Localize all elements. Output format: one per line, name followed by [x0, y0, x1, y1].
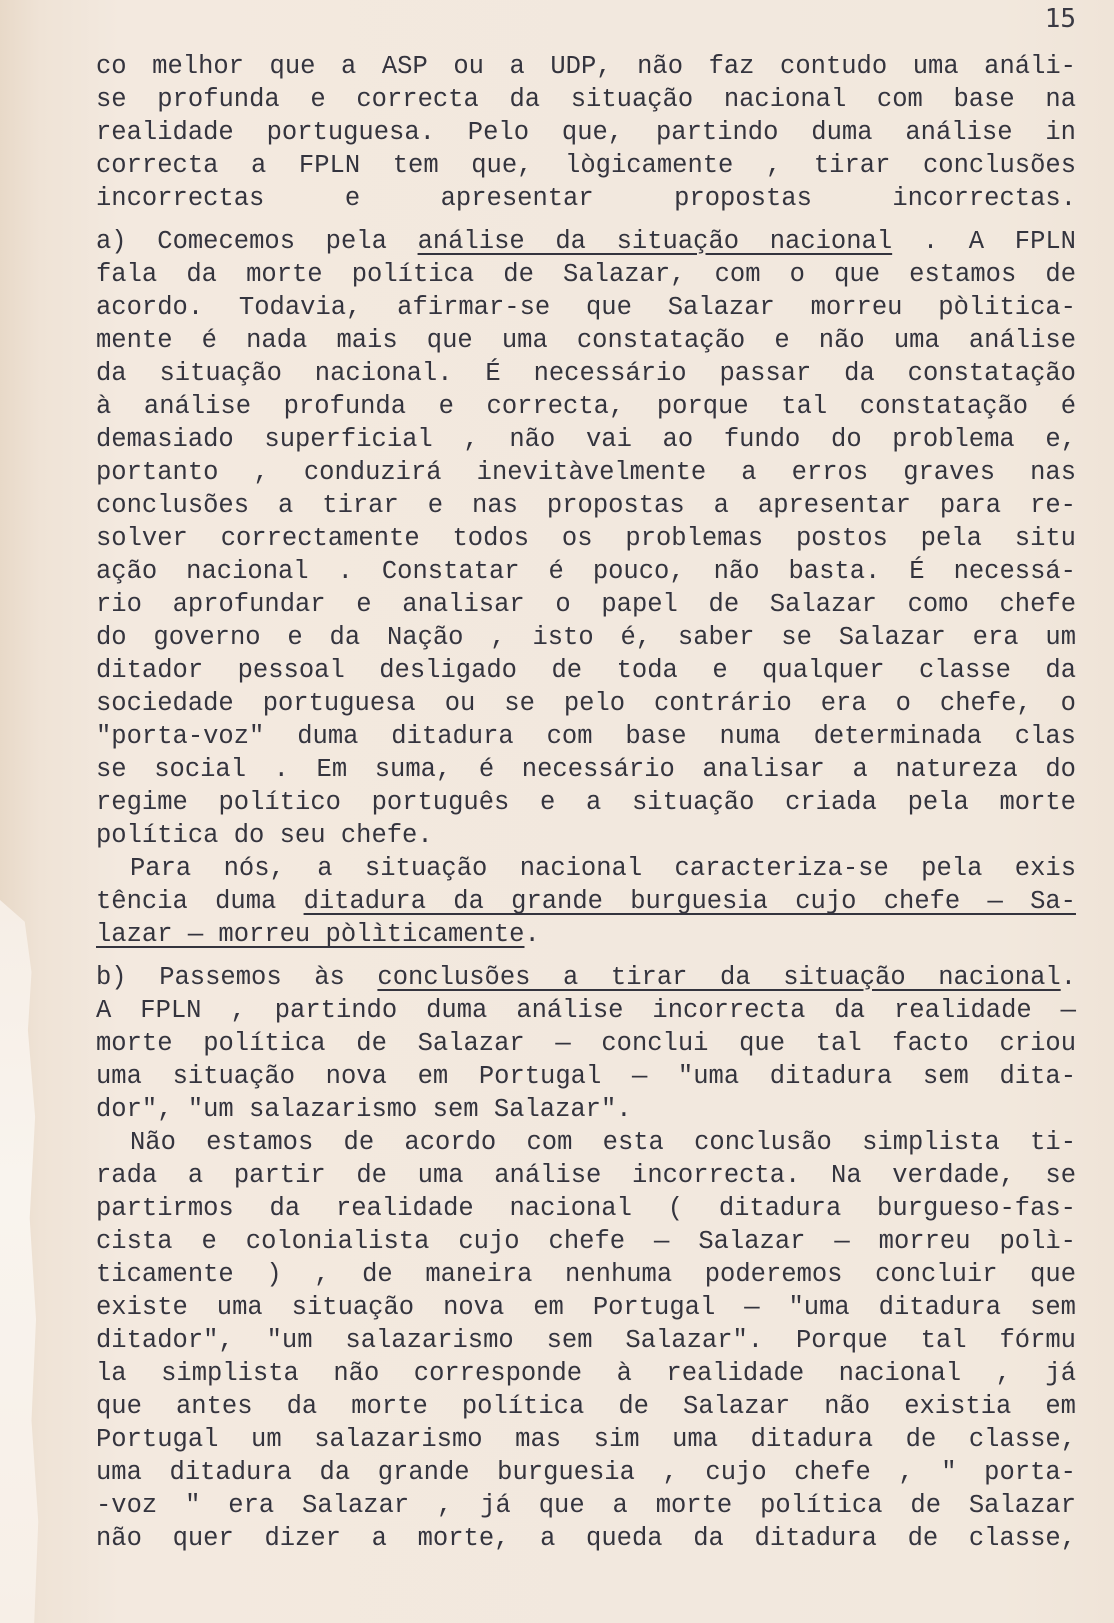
text-fragment: . — [1060, 963, 1076, 992]
text-line: Não estamos de acordo com esta conclusão simplista ti- — [130, 1128, 1076, 1157]
text-line: regime político português e a situação criada pela morte — [96, 788, 1076, 817]
text-line: Portugal um salazarismo mas sim uma ditadura de classe, — [96, 1425, 1076, 1454]
underlined-phrase: ditadura da grande burguesia cujo chefe — Sa- — [303, 887, 1076, 916]
text-line: fala da morte política de Salazar, com o que estamos de — [96, 260, 1076, 289]
text-line: existe uma situação nova em Portugal — "uma ditadura sem — [96, 1293, 1076, 1322]
text-line: morte política de Salazar — conclui que tal facto criou — [96, 1029, 1076, 1058]
page-number: 15 — [1044, 4, 1076, 34]
underlined-phrase: análise da situação nacional — [417, 227, 893, 256]
document-body — [96, 50, 1076, 1555]
text-line: da situação nacional. É necessário passar da constatação — [96, 359, 1076, 388]
text-line: incorrectas e apresentar propostas incorrectas. — [96, 184, 1076, 213]
underlined-phrase: conclusões a tirar da situação nacional — [377, 963, 1061, 992]
text-line: portanto , conduzirá inevitàvelmente a erros graves nas — [96, 458, 1076, 487]
text-line: ditador", "um salazarismo sem Salazar". Porque tal fórmu — [96, 1326, 1076, 1355]
paragraph-3-continued — [96, 885, 1076, 951]
text-line: do governo e da Nação , isto é, saber se Salazar era um — [96, 623, 1076, 652]
text-line: A FPLN , partindo duma análise incorrecta da realidade — — [96, 996, 1076, 1025]
underlined-phrase: lazar — morreu pòlìticamente — [96, 920, 525, 949]
text-line: não quer dizer a morte, a queda da ditadura de classe, — [96, 1524, 1076, 1553]
text-fragment: a) Comecemos pela — [96, 227, 418, 256]
text-line: rio aprofundar e analisar o papel de Salazar como chefe — [96, 590, 1076, 619]
text-line — [96, 885, 1076, 918]
text-line: partirmos da realidade nacional ( ditadura burgueso-fas- — [96, 1194, 1076, 1223]
paragraph-4 — [96, 961, 1076, 1126]
text-line: solver correctamente todos os problemas postos pela situ — [96, 524, 1076, 553]
text-fragment: . A FPLN — [892, 227, 1076, 256]
text-line: conclusões a tirar e nas propostas a apresentar para re- — [96, 491, 1076, 520]
text-line: co melhor que a ASP ou a UDP, não faz contudo uma análi- — [96, 52, 1076, 81]
torn-edge — [0, 900, 45, 1623]
paragraph-3 — [96, 852, 1076, 885]
text-line: correcta a FPLN tem que, lògicamente , tirar conclusões — [96, 151, 1076, 180]
text-line: cista e colonialista cujo chefe — Salazar — morreu polì- — [96, 1227, 1076, 1256]
text-line: sociedade portuguesa ou se pelo contrário era o chefe, o — [96, 689, 1076, 718]
text-line: acordo. Todavia, afirmar-se que Salazar morreu pòlitica- — [96, 293, 1076, 322]
text-line: ação nacional . Constatar é pouco, não basta. É necessá- — [96, 557, 1076, 586]
text-line: ditador pessoal desligado de toda e qualquer classe da — [96, 656, 1076, 685]
text-line: demasiado superficial , não vai ao fundo do problema e, — [96, 425, 1076, 454]
text-line: se profunda e correcta da situação nacional com base na — [96, 85, 1076, 114]
text-line: Para nós, a situação nacional caracteriza-se pela exis — [130, 854, 1076, 883]
text-line: rada a partir de uma análise incorrecta. Na verdade, se — [96, 1161, 1076, 1190]
text-line — [96, 961, 1076, 994]
text-line: uma ditadura da grande burguesia , cujo chefe , " porta- — [96, 1458, 1076, 1487]
text-line: à análise profunda e correcta, porque tal constatação é — [96, 392, 1076, 421]
text-line — [96, 225, 1076, 258]
paragraph-5 — [96, 1126, 1076, 1555]
text-fragment: b) Passemos às — [96, 963, 378, 992]
text-line — [96, 918, 1076, 951]
text-line: -voz " era Salazar , já que a morte política de Salazar — [96, 1491, 1076, 1520]
text-line: que antes da morte política de Salazar não existia em — [96, 1392, 1076, 1421]
text-line: ticamente ) , de maneira nenhuma poderemos concluir que — [96, 1260, 1076, 1289]
text-line: "porta-voz" duma ditadura com base numa determinada clas — [96, 722, 1076, 751]
text-fragment: . — [524, 920, 540, 949]
text-line: realidade portuguesa. Pelo que, partindo duma análise in — [96, 118, 1076, 147]
text-line: política do seu chefe. — [96, 821, 433, 850]
text-line: uma situação nova em Portugal — "uma ditadura sem dita- — [96, 1062, 1076, 1091]
text-line: se social . Em suma, é necessário analisar a natureza do — [96, 755, 1076, 784]
text-line: la simplista não corresponde à realidade nacional , já — [96, 1359, 1076, 1388]
paragraph-1 — [96, 50, 1076, 215]
text-line: dor", "um salazarismo sem Salazar". — [96, 1095, 632, 1124]
paragraph-2 — [96, 225, 1076, 852]
text-line: mente é nada mais que uma constatação e não uma análise — [96, 326, 1076, 355]
text-fragment: tência duma — [96, 887, 304, 916]
